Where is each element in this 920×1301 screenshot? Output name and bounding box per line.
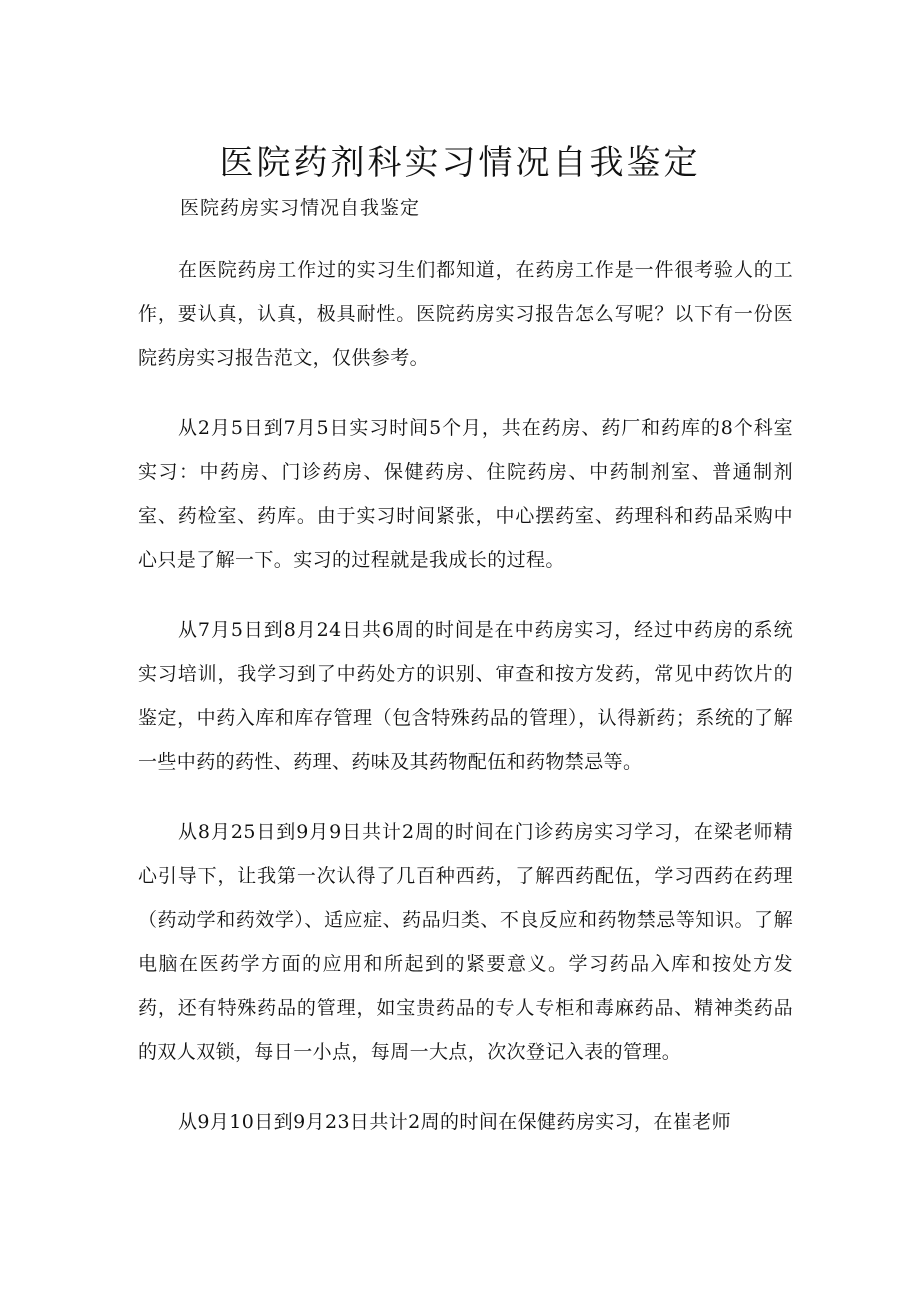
paragraph: 在医院药房工作过的实习生们都知道，在药房工作是一件很考验人的工作，要认真，认真，极具耐性。医院药房实习报告怎么写呢？以下有一份医院药房实习报告范文，仅供参考。 bbox=[138, 259, 793, 369]
document-title: 医院药剂科实习情况自我鉴定 bbox=[219, 142, 701, 183]
document-subtitle: 医院药房实习情况自我鉴定 bbox=[180, 197, 421, 219]
paragraph: 从9月10日到9月23日共计2周的时间在保健药房实习，在崔老师 bbox=[178, 1111, 732, 1133]
document-body bbox=[138, 248, 793, 1170]
paragraph: 从7月5日到8月24日共6周的时间是在中药房实习，经过中药房的系统实习培训，我学习到了中药处方的识别、审查和按方发药，常见中药饮片的鉴定，中药入库和库存管理（包含特殊药品的管理），认得新药；系统的了解一些中药的药性、药理、药味及其药物配伍和药物禁忌等。 bbox=[138, 619, 793, 773]
paragraph: 从8月25日到9月9日共计2周的时间在门诊药房实习学习，在梁老师精心引导下，让我第一次认得了几百种西药，了解西药配伍，学习西药在药理（药动学和药效学）、适应症、药品归类、不良反应和药物禁忌等知识。了解电脑在医药学方面的应用和所起到的紧要意义。学习药品入库和按处方发药，还有特殊药品的管理，如宝贵药品的专人专柜和毒麻药品、精神类药品的双人双锁，每日一小点，每周一大点，次次登记入表的管理。 bbox=[138, 821, 793, 1063]
paragraph: 从2月5日到7月5日实习时间5个月，共在药房、药厂和药库的8个科室实习：中药房、门诊药房、保健药房、住院药房、中药制剂室、普通制剂室、药检室、药库。由于实习时间紧张，中心摆药室、药理科和药品采购中心只是了解一下。实习的过程就是我成长的过程。 bbox=[138, 417, 793, 571]
